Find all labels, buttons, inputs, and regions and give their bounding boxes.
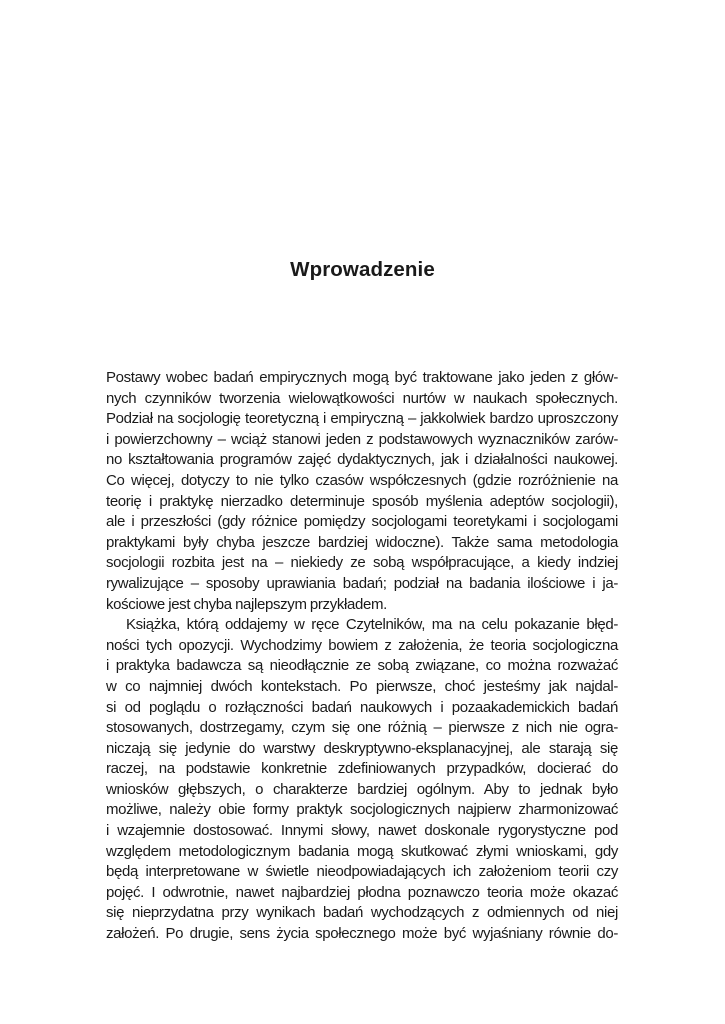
text-line: ale i przeszłości (gdy różnice pomiędzy socjologami teoretykami i socjologami [106,513,618,531]
text-line: możliwe, należy obie formy praktyk socjologicznych najpierw zharmonizować [106,801,618,819]
text-line: Co więcej, dotyczy to nie tylko czasów współczesnych (gdzie rozróżnienie na [106,471,618,489]
text-line: si od poglądu o rozłączności badań naukowych i pozaakademickich badań [106,698,618,716]
text-line: teorię i praktykę nierzadko determinuje sposób myślenia adeptów socjologii), [106,492,618,510]
chapter-title: Wprowadzenie [290,258,435,281]
text-line: Podział na socjologię teoretyczną i empiryczną – jakkolwiek bardzo uproszczony [106,410,618,428]
text-line: w co najmniej dwóch kontekstach. Po pierwsze, choć jesteśmy jak najdal- [106,677,618,695]
text-line: raczej, na podstawie konkretnie zdefiniowanych przypadków, docierać do [106,760,618,778]
text-line: niczają się jedynie do warstwy deskryptywno-eksplanacyjnej, ale starają się [106,739,618,757]
text-line: i powierzchowny – wciąż stanowi jeden z podstawowych wyznaczników zarów- [106,430,618,448]
text-line: wniosków głębszych, o charakterze bardziej ogólnym. Aby to jednak było [106,780,618,798]
text-line: założeń. Po drugie, sens życia społecznego może być wyjaśniany równie do- [106,925,618,943]
text-line: i praktyka badawcza są nieodłącznie ze sobą związane, co można rozważać [106,657,618,675]
body-text [106,368,618,945]
text-line: i wzajemnie dostosować. Innymi słowy, nawet doskonale rygorystyczne pod [106,822,618,840]
text-line: no kształtowania programów zajęć dydaktycznych, jak i działalności naukowej. [106,451,618,469]
text-line: pojęć. I odwrotnie, nawet najbardziej płodna poznawczo teoria może okazać [106,883,618,901]
text-line: stosowanych, dostrzegamy, czym się one różnią – pierwsze z nich nie ogra- [106,719,618,737]
text-line: praktykami były chyba jeszcze bardziej widoczne). Także sama metodologia [106,533,618,551]
text-line: rywalizujące – sposoby uprawiania badań; podział na badania ilościowe i ja- [106,574,618,592]
text-line: Książka, którą oddajemy w ręce Czytelników, ma na celu pokazanie błęd- [126,616,618,634]
text-line: nych czynników tworzenia wielowątkowości nurtów w naukach społecznych. [106,389,618,407]
text-line: socjologii rozbita jest na – niekiedy ze sobą współpracujące, a kiedy indziej [106,554,618,572]
text-line: będą interpretowane w świetle nieodpowiadających ich założeniom teorii czy [106,863,618,881]
paragraph-1 [106,368,618,615]
paragraph-2 [106,615,618,945]
text-line: się nieprzydatna przy wynikach badań wychodzących z odmiennych od niej [106,904,618,922]
text-line: Postawy wobec badań empirycznych mogą być traktowane jako jeden z głów- [106,369,618,386]
text-line: kościowe jest chyba najlepszym przykładem. [106,595,387,613]
text-line: względem metodologicznym badania mogą skutkować złymi wnioskami, gdy [106,842,618,860]
text-line: ności tych opozycji. Wychodzimy bowiem z założenia, że teoria socjologiczna [106,636,618,654]
